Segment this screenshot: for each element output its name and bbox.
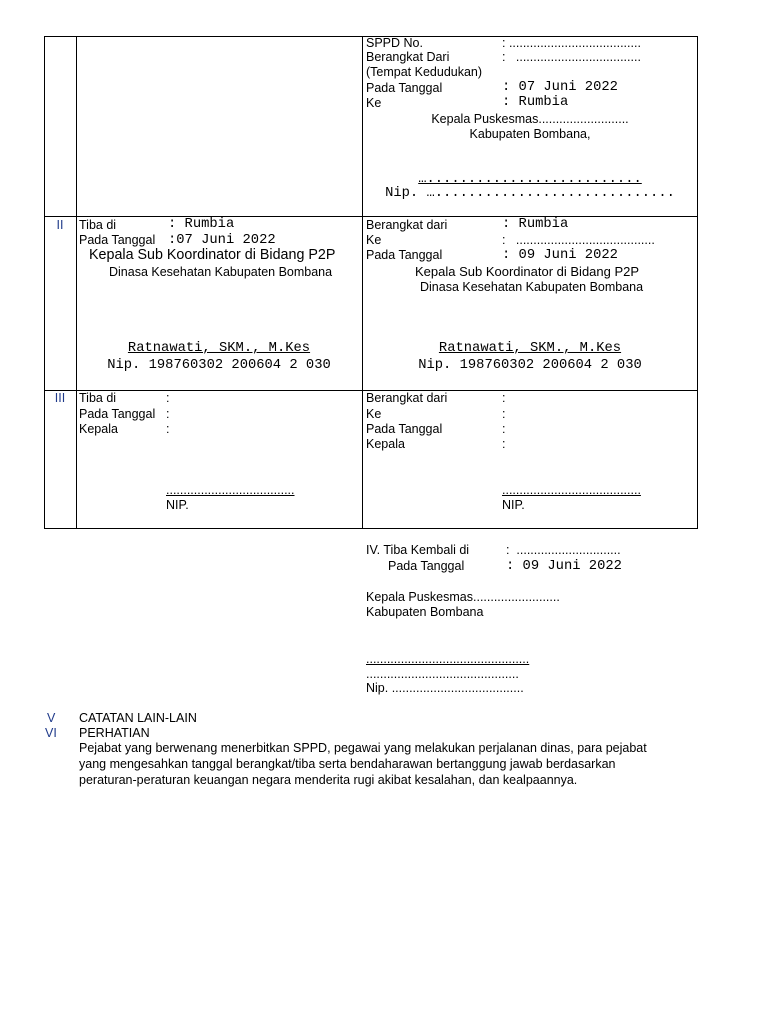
nip-label: NIP. [166,498,189,512]
pada-tanggal-label: Pada Tanggal [79,233,156,247]
row-2-left-cell [76,216,362,390]
row-number: II [56,218,64,232]
perhatian-line: peraturan-peraturan keuangan negara menderita rugi akibat kesalahan, dan kealpaannya. [79,773,578,787]
official-nip: Nip. 198760302 200604 2 030 [418,358,642,373]
berangkat-dari-value: : [502,391,506,405]
row-1-number-cell [44,36,76,216]
berangkat-dari-label: Berangkat Dari [366,50,450,64]
pada-tanggal-label: Pada Tanggal [366,248,443,262]
kepala-value: : [502,437,506,451]
signature-line: ............................................... [366,652,530,666]
ke-label: Ke [366,407,382,421]
perhatian-line: yang mengesahkan tanggal berangkat/tiba serta bendaharawan bertanggung jawab berdasarkan [79,757,616,771]
tiba-di-label: Tiba di [79,391,117,405]
pada-tanggal-label: Pada Tanggal [366,81,443,95]
notes-section [40,708,740,798]
tiba-kembali-label: IV. Tiba Kembali di [366,543,470,557]
pada-tanggal-value: :07 Juni 2022 [168,233,276,248]
berangkat-dari-label: Berangkat dari [366,218,448,232]
row-2-right-cell [362,216,698,390]
sppd-no-value: : ...................................... [502,36,641,50]
berangkat-dari-label: Berangkat dari [366,391,448,405]
row-3-right-cell [362,390,698,528]
name-line: ............................................ [366,667,519,681]
ke-value: : [502,407,506,421]
pada-tanggal-label: Pada Tanggal [388,559,465,573]
pada-tanggal-value: : 09 Juni 2022 [506,559,622,574]
tiba-di-value: : Rumbia [168,217,235,232]
official-nip: Nip. …............................. [385,186,675,201]
ke-label: Ke [366,96,382,110]
kepala-value: : [166,422,170,436]
row-1-right-cell [362,36,698,216]
perhatian-line: Pejabat yang berwenang menerbitkan SPPD, pegawai yang melakukan perjalanan dinas, para pejabat [79,741,647,755]
row-3-left-cell [76,390,362,528]
kepala-label: Kepala [366,437,405,451]
catatan-title: CATATAN LAIN-LAIN [79,711,197,725]
nip-label: NIP. [502,498,525,512]
tiba-di-value: : [166,391,170,405]
official-name: Ratnawati, SKM., M.Kes [127,341,311,356]
official-title: Kepala Puskesmas......................... [366,590,560,604]
section-number-v: V [47,711,56,725]
return-section [362,536,698,706]
ke-value: : Rumbia [502,95,569,110]
pada-tanggal-value: : 07 Juni 2022 [502,80,618,95]
official-title: Kepala Sub Koordinator di Bidang P2P [89,247,336,263]
pada-tanggal-value: : [502,422,506,436]
tempat-kedudukan-note: (Tempat Kedudukan) [366,65,483,79]
kepala-label: Kepala [79,422,118,436]
pada-tanggal-value: : [166,407,170,421]
row-number: III [54,391,66,405]
tiba-kembali-value: : .............................. [506,543,621,557]
pada-tanggal-label: Pada Tanggal [79,407,156,421]
row-1-left-cell [76,36,362,216]
sppd-no-label: SPPD No. [366,36,423,50]
berangkat-dari-value: : .................................... [502,50,641,64]
ke-label: Ke [366,233,382,247]
row-3-number-cell [44,390,76,528]
pada-tanggal-value: : 09 Juni 2022 [502,248,618,263]
signature-line: ........................................ [502,483,641,497]
sppd-travel-table [44,36,698,529]
official-office: Dinasa Kesehatan Kabupaten Bombana [109,265,333,279]
official-name-line: ….......................... [418,172,642,187]
official-region: Kabupaten Bombana [366,605,484,619]
pada-tanggal-label: Pada Tanggal [366,422,443,436]
official-title: Kepala Sub Koordinator di Bidang P2P [415,264,640,279]
section-number-vi: VI [45,726,57,740]
signature-line: ..................................... [166,483,295,497]
tiba-di-label: Tiba di [79,218,117,232]
official-office: Dinasa Kesehatan Kabupaten Bombana [420,280,644,294]
table-border-bottom [44,528,698,529]
row-2-number-cell [44,216,76,390]
official-nip: Nip. 198760302 200604 2 030 [107,358,331,373]
official-name: Ratnawati, SKM., M.Kes [438,341,622,356]
perhatian-title: PERHATIAN [79,726,150,740]
official-title: Kepala Puskesmas.......................... [431,112,629,126]
berangkat-dari-value: : Rumbia [502,217,569,232]
official-region: Kabupaten Bombana, [469,127,591,141]
ke-value: : ........................................ [502,233,655,247]
official-nip: Nip. ...................................... [366,681,524,695]
